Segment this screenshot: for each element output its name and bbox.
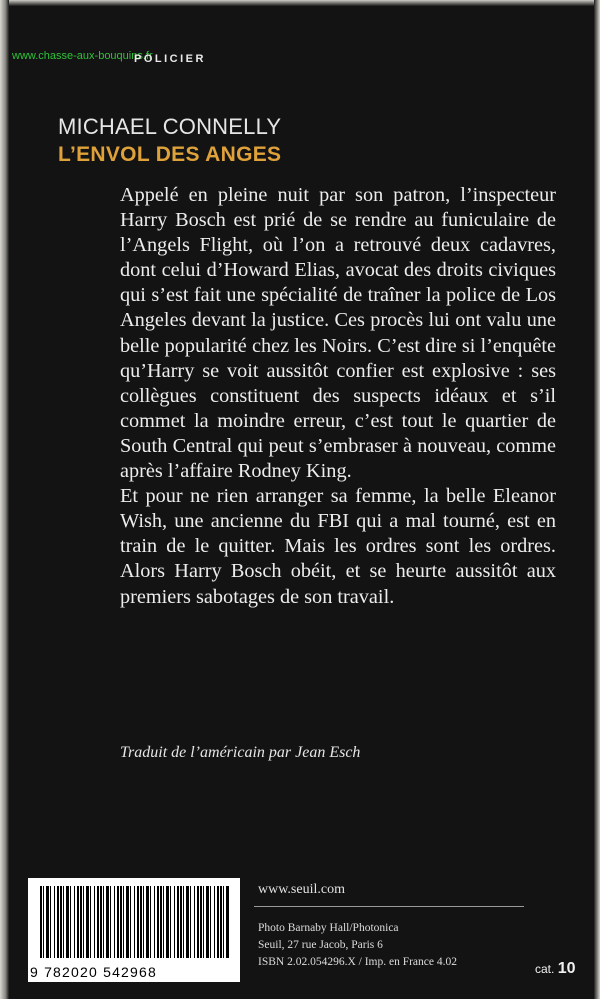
photo-credit: Photo Barnaby Hall/Photonica bbox=[258, 922, 399, 934]
publisher-address: Seuil, 27 rue Jacob, Paris 6 bbox=[258, 939, 383, 951]
watermark-link[interactable]: www.chasse-aux-bouquins.fr bbox=[12, 50, 153, 62]
barcode-digits: 9 782020 542968 bbox=[30, 964, 157, 980]
collection-label: POLICIER bbox=[134, 53, 206, 65]
price-category bbox=[535, 960, 575, 978]
credits-divider bbox=[254, 906, 524, 907]
category-value: 10 bbox=[557, 960, 576, 977]
blurb-paragraph-2: Et pour ne rien arranger sa femme, la belle Eleanor Wish, une ancienne du FBI qui a mal tourné, est en train de le quitter. Mais les ordres sont les ordres. Alors Harry Bosch obéit, et se heurte aussitôt aux premiers sabotages de son travail. bbox=[120, 485, 556, 608]
page-right-edge bbox=[594, 0, 600, 999]
book-title: L’ENVOL DES ANGES bbox=[58, 143, 282, 166]
blurb-paragraph-1: Appelé en pleine nuit par son patron, l’inspecteur Harry Bosch est prié de se rendre au funiculaire de l’Angels Flight, où l’on a retrouvé deux cadavres, dont celui d’Howard Elias, avocat des droits civiques qui s’est fait une spécialité de traîner la police de Los Angeles devant la justice. Ces procès lui ont valu une belle popularité chez les Noirs. C’est dire si l’enquête qu’Harry se voit aussitôt confier est explosive : ses collègues constituent des suspects idéaux et s’il commet la moindre erreur, c’est tout le quartier de South Central qui peut s’embraser à nouveau, comme après l’affaire Rodney King. bbox=[120, 184, 556, 483]
translator-credit: Traduit de l’américain par Jean Esch bbox=[120, 744, 361, 761]
publisher-website[interactable]: www.seuil.com bbox=[258, 882, 345, 897]
isbn-line: ISBN 2.02.054296.X / Imp. en France 4.02 bbox=[258, 956, 457, 968]
credits-block bbox=[258, 920, 457, 971]
author-name: MICHAEL CONNELLY bbox=[58, 114, 282, 139]
page-top-edge bbox=[0, 0, 600, 6]
back-cover-blurb bbox=[120, 183, 556, 610]
barcode-bars bbox=[40, 886, 230, 958]
barcode bbox=[28, 878, 240, 982]
page-left-edge bbox=[0, 0, 9, 999]
category-label: cat. bbox=[535, 962, 555, 976]
